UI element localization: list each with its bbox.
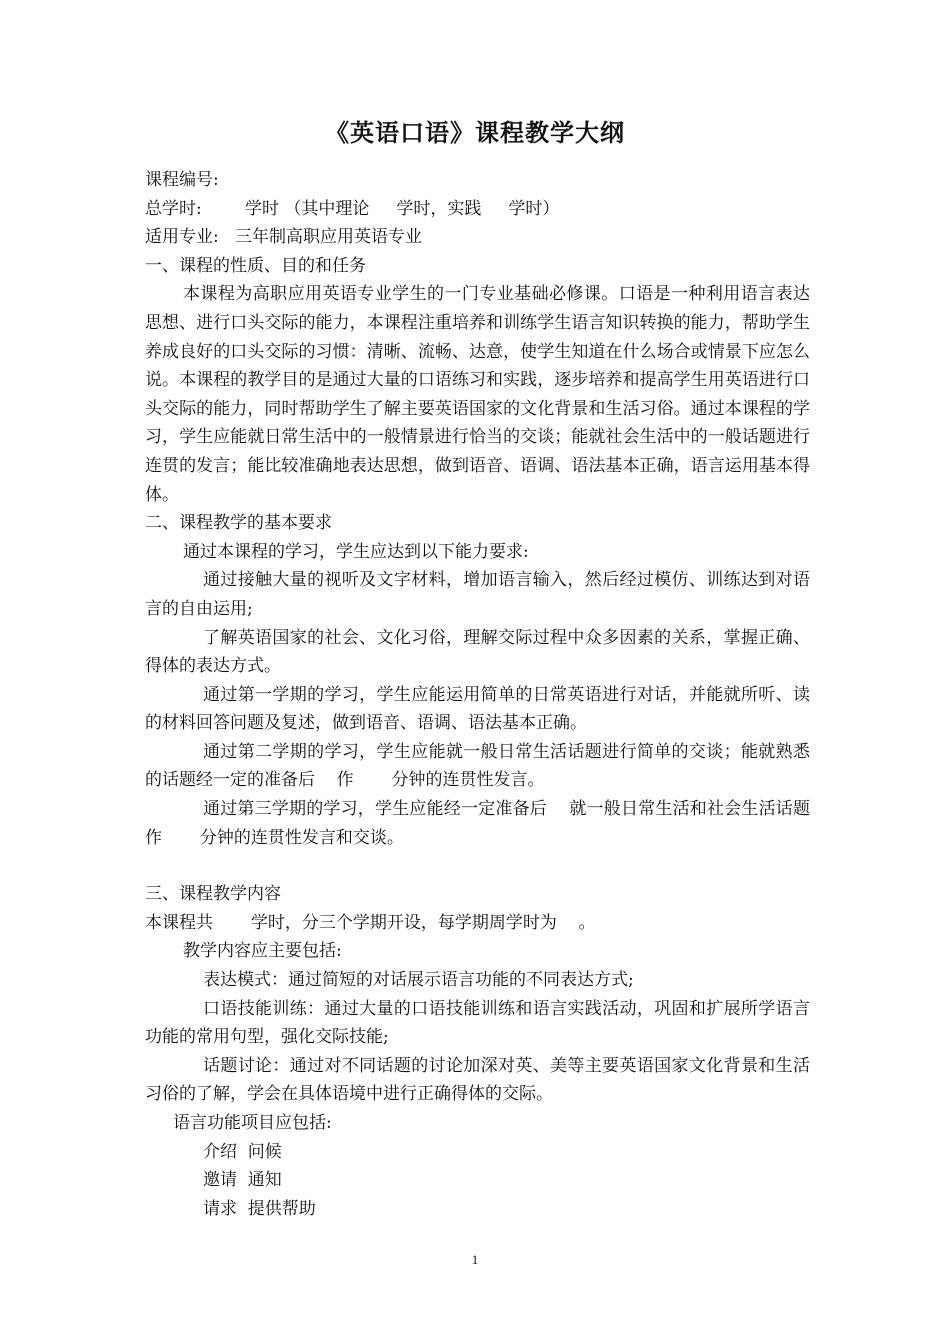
content-intro: 教学内容应主要包括: (183, 941, 342, 962)
total-hours: 总学时: 学时 （其中理论 学时，实践 学时） (145, 198, 560, 219)
function-intro: 语言功能项目应包括: (173, 1113, 332, 1133)
section-2-heading: 二、课程教学的基本要求 (145, 513, 332, 534)
content-item: 话题讨论：通过对不同话题的讨论加深对英、美等主要英语国家文化背景和生活习俗的了解，学会在具体语境中进行正确得体的交际。 (145, 1055, 810, 1105)
function-item: 邀请 通知 (203, 1170, 282, 1191)
function-item: 请求 提供帮助 (203, 1198, 316, 1219)
section-1-heading: 一、课程的性质、目的和任务 (145, 255, 366, 276)
page-number: 1 (471, 1252, 479, 1267)
function-item: 介绍 问候 (203, 1141, 282, 1162)
content-item: 表达模式：通过简短的对话展示语言功能的不同表达方式; (203, 970, 634, 991)
requirement-item: 通过接触大量的视听及文字材料，增加语言输入，然后经过模仿、训练达到对语言的自由运用; (145, 570, 810, 619)
requirement-item: 通过第三学期的学习，学生应能经一定准备后 就一般日常生活和社会生活话题作 分钟的连贯性发言和交谈。 (145, 799, 810, 848)
applicable-major: 适用专业: 三年制高职应用英语专业 (145, 227, 422, 248)
requirement-item: 通过第一学期的学习，学生应能运用简单的日常英语进行对话，并能就所听、读的材料回答问题及复述，做到语音、语调、语法基本正确。 (145, 684, 810, 734)
requirement-item: 了解英语国家的社会、文化习俗，理解交际过程中众多因素的关系，掌握正确、得体的表达方式。 (145, 627, 810, 677)
document-body (145, 166, 810, 1223)
section-3-heading: 三、课程教学内容 (145, 884, 281, 905)
section-2-intro: 通过本课程的学习，学生应达到以下能力要求: (183, 541, 529, 562)
requirement-item: 通过第二学期的学习，学生应能就一般日常生活话题进行简单的交谈；能就熟悉的话题经一定的准备后 作 分钟的连贯性发言。 (145, 741, 810, 791)
content-item: 口语技能训练：通过大量的口语技能训练和语言实践活动，巩固和扩展所学语言功能的常用句型，强化交际技能; (145, 998, 810, 1048)
section-1-paragraph: 本课程为高职应用英语专业学生的一门专业基础必修课。口语是一种利用语言表达思想、进行口头交际的能力，本课程注重培养和训练学生语言知识转换的能力，帮助学生养成良好的口头交际的习惯：清晰、流畅、达意，使学生知道在什么场合或情景下应怎么说。本课程的教学目的是通过大量的口语练习和实践，逐步培养和提高学生用英语进行口头交际的能力，同时帮助学生了解主要英语国家的文化背景和生活习俗。通过本课程的学习，学生应能就日常生活中的一般情景进行恰当的交谈；能就社会生活中的一般话题进行连贯的发言；能比较准确地表达思想，做到语音、语调、语法基本正确，语言运用基本得体。 (145, 284, 810, 505)
document-title: 《英语口语》课程教学大纲 (325, 119, 625, 147)
blank-line (145, 852, 810, 880)
section-3-overview: 本课程共 学时，分三个学期开设，每学期周学时为 。 (145, 912, 596, 933)
course-code: 课程编号: (145, 170, 219, 190)
